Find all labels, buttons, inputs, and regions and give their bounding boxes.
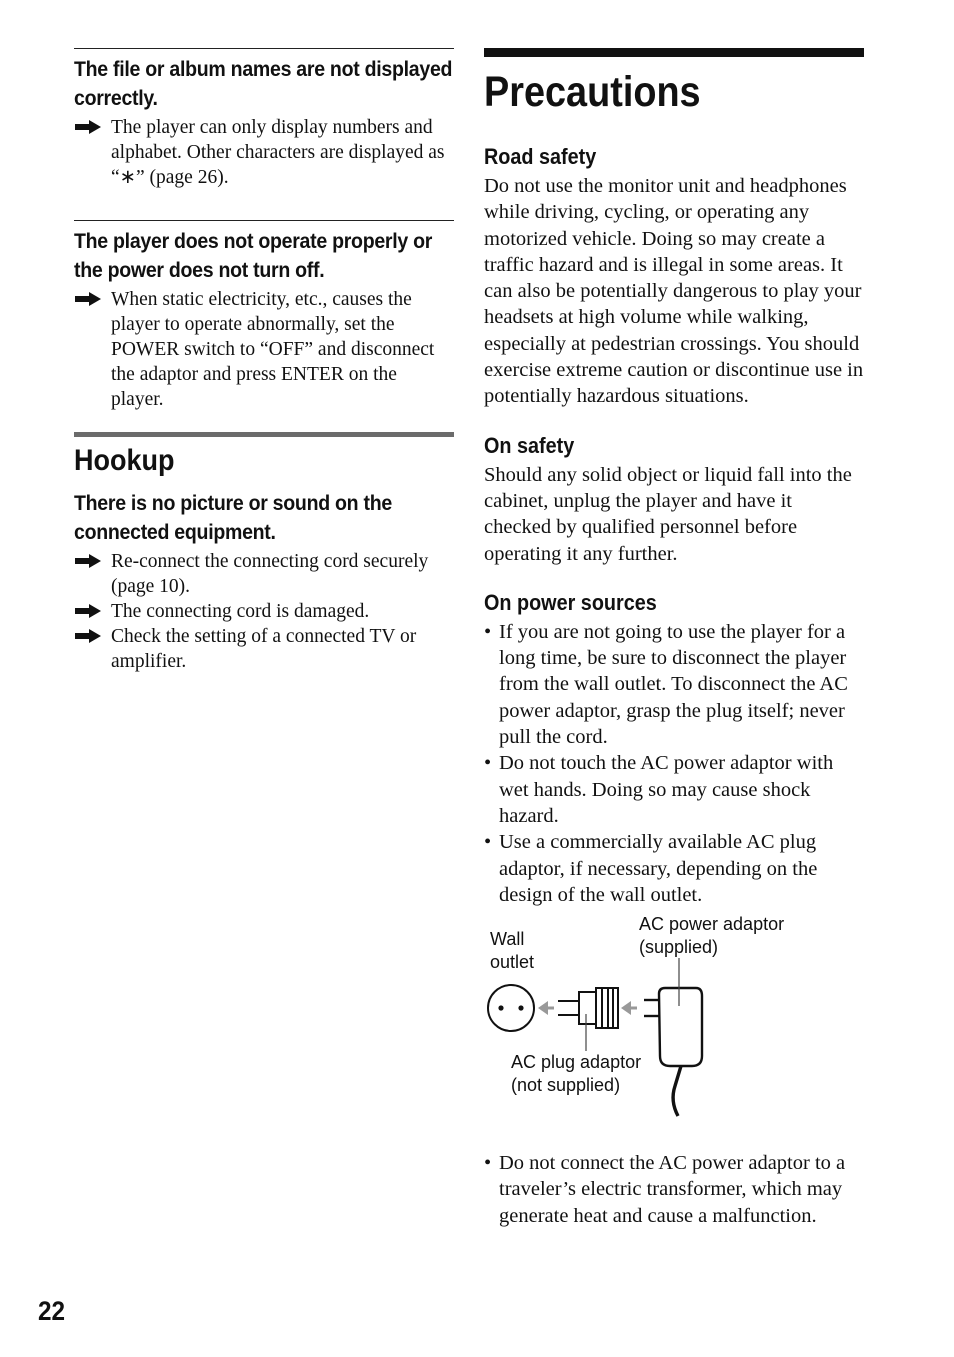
bullet-marker: • <box>484 752 492 775</box>
arrow-right-icon <box>74 628 102 644</box>
subsection-heading: Road safety <box>484 144 597 169</box>
list-item-text: Do not connect the AC power adaptor to a traveler’s electric transformer, which may generate heat and cause a malfunction. <box>499 1152 846 1227</box>
trouble-answer <box>74 599 454 624</box>
right-column <box>484 48 864 1229</box>
bullet-list <box>484 619 864 908</box>
page-title: Precautions <box>484 68 701 116</box>
trouble-answer <box>74 549 454 599</box>
wall-outlet-icon <box>488 985 534 1031</box>
list-item <box>484 829 864 908</box>
section-divider <box>74 220 454 221</box>
plug-adaptor-figure <box>484 916 864 1136</box>
arrow-right-icon <box>74 603 102 619</box>
trouble-item <box>74 489 454 674</box>
subsection-heading: On safety <box>484 432 575 458</box>
subsection-heading: On power sources <box>484 589 657 615</box>
trouble-title: The player does not operate properly or the power does not turn off. <box>74 230 433 282</box>
ac-power-adaptor-icon <box>644 988 702 1116</box>
trouble-title: The file or album names are not displayed correctly. <box>74 58 453 110</box>
ac-power-adaptor-label: AC power adaptor (supplied) <box>639 914 785 958</box>
paragraph: Do not use the monitor unit and headphones while driving, cycling, or operating any motorized vehicle. Doing so may create a traffic hazard and is illegal in some areas. It can also be potentially dangerous to play your headsets at high volume while walking, especially at pedestrian crossings. You should exercise extreme caution or discontinue use in potentially hazardous situations. <box>484 175 864 408</box>
wall-outlet-label: Wall outlet <box>490 929 535 973</box>
trouble-item <box>74 55 454 190</box>
trouble-item <box>74 227 454 412</box>
list-item <box>484 750 864 829</box>
arrow-right-icon <box>74 291 102 307</box>
paragraph: Should any solid object or liquid fall into the cabinet, unplug the player and have it checked by qualified personnel before operating it any further. <box>484 463 852 565</box>
arrow-left-icon <box>538 1001 554 1015</box>
left-column <box>74 48 454 692</box>
trouble-answer <box>74 115 454 190</box>
trouble-answer <box>74 624 454 674</box>
arrow-right-icon <box>74 553 102 569</box>
ac-plug-adaptor-label: AC plug adaptor (not supplied) <box>511 1052 642 1096</box>
list-item <box>484 1150 864 1229</box>
page-number: 22 <box>38 1296 66 1326</box>
trouble-answer-text: The player can only display numbers and alphabet. Other characters are displayed as “∗” (page 26). <box>111 117 445 188</box>
trouble-answer-text: Check the setting of a connected TV or amplifier. <box>111 626 417 672</box>
arrow-left-icon <box>621 1001 637 1015</box>
bullet-marker: • <box>484 1152 492 1175</box>
section-divider <box>74 48 454 49</box>
ac-plug-adaptor-icon <box>558 988 618 1028</box>
trouble-answer <box>74 287 454 412</box>
bullet-marker: • <box>484 831 492 854</box>
title-rule <box>484 48 864 57</box>
section-heading: Hookup <box>74 444 175 477</box>
list-item-text: If you are not going to use the player for a long time, be sure to disconnect the player from the wall outlet. To disconnect the AC power adaptor, grasp the plug itself; never pull the cord. <box>499 620 848 749</box>
trouble-answer-text: When static electricity, etc., causes the player to operate abnormally, set the POWER switch to “OFF” and disconnect the adaptor and press ENTER on the player. <box>111 289 435 410</box>
arrow-right-icon <box>74 119 102 135</box>
section-divider <box>74 432 454 437</box>
list-item-text: Use a commercially available AC plug adaptor, if necessary, depending on the design of the wall outlet. <box>499 831 818 906</box>
list-item-text: Do not touch the AC power adaptor with wet hands. Doing so may cause shock hazard. <box>499 752 834 827</box>
bullet-marker: • <box>484 620 492 643</box>
list-item <box>484 619 864 750</box>
bullet-list <box>484 1150 864 1229</box>
trouble-answer-text: The connecting cord is damaged. <box>111 601 370 622</box>
trouble-answer-text: Re-connect the connecting cord securely (page 10). <box>111 551 429 597</box>
trouble-title: There is no picture or sound on the connected equipment. <box>74 492 392 544</box>
